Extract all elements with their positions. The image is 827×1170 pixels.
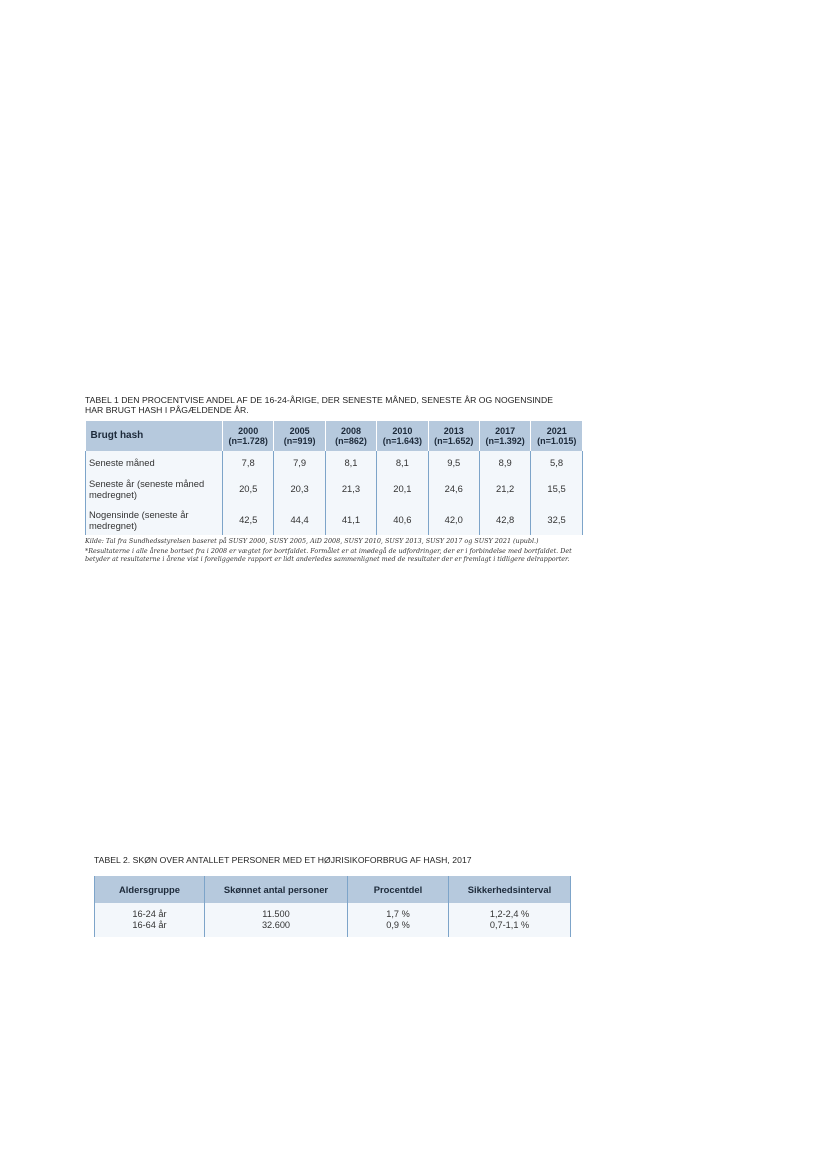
table-cell: 8,9 — [479, 451, 530, 473]
table-cell: 8,1 — [377, 451, 428, 473]
table-row — [86, 451, 583, 473]
table-1-caption: TABEL 1 DEN PROCENTVISE ANDEL AF DE 16-24-ÅRIGE, DER SENESTE MÅNED, SENESTE ÅR OG NOGENSINDE HAR BRUGT HASH I PÅGÆLDENDE ÅR. — [85, 395, 553, 415]
table-1 — [85, 421, 583, 535]
table-1-header-year — [325, 421, 376, 451]
table-cell: 7,8 — [223, 451, 274, 473]
table-row — [86, 504, 583, 535]
table-cell: 16-24 år — [132, 909, 167, 919]
n-label: (n=1.728) — [228, 436, 268, 446]
table-cell: 32.600 — [261, 920, 291, 930]
percentage-cell — [348, 903, 449, 937]
table-1-header-year — [377, 421, 428, 451]
table-cell: 42,0 — [428, 504, 479, 535]
header-confidence-interval: Sikkerhedsinterval — [449, 876, 571, 903]
table-cell: 1,7 % — [386, 909, 410, 919]
year-label: 2008 — [340, 426, 361, 436]
table-1-header-year — [479, 421, 530, 451]
header-estimated-persons: Skønnet antal personer — [205, 876, 348, 903]
table-cell: 41,1 — [325, 504, 376, 535]
estimated-persons-cell — [205, 903, 348, 937]
table-1-header-row — [86, 421, 583, 451]
n-label: (n=862) — [335, 436, 367, 446]
table-cell: 24,6 — [428, 473, 479, 504]
table-1-header-year — [274, 421, 325, 451]
table-cell: 32,5 — [531, 504, 582, 535]
n-label: (n=1.392) — [485, 436, 525, 446]
table-cell: 0,9 % — [386, 920, 410, 930]
age-group-cell — [95, 903, 205, 937]
year-label: 2000 — [238, 426, 259, 436]
row-label: Nogensinde (seneste år medregnet) — [86, 504, 223, 535]
table-row — [95, 903, 571, 937]
table-cell: 20,3 — [274, 473, 325, 504]
confidence-interval-cell — [449, 903, 571, 937]
table-cell: 40,6 — [377, 504, 428, 535]
table-cell: 42,8 — [479, 504, 530, 535]
table-cell: 5,8 — [531, 451, 582, 473]
table-cell: 20,1 — [377, 473, 428, 504]
table-cell: 20,5 — [223, 473, 274, 504]
table-cell: 11.500 — [262, 909, 290, 919]
row-label: Seneste måned — [86, 451, 223, 473]
table-cell: 21,2 — [479, 473, 530, 504]
year-label: 2010 — [392, 426, 413, 436]
table-row — [86, 473, 583, 504]
table-cell: 8,1 — [325, 451, 376, 473]
n-label: (n=1.015) — [537, 436, 577, 446]
table-2-block — [94, 855, 570, 937]
n-label: (n=1.643) — [382, 436, 422, 446]
table-1-header-year — [428, 421, 479, 451]
n-label: (n=919) — [283, 436, 316, 446]
table-cell: 42,5 — [223, 504, 274, 535]
table-2-header-row — [95, 876, 571, 903]
header-age-group: Aldersgruppe — [95, 876, 205, 903]
year-label: 2021 — [546, 426, 567, 436]
n-label: (n=1.652) — [434, 436, 474, 446]
header-percentage: Procentdel — [348, 876, 449, 903]
table-1-header-year — [223, 421, 274, 451]
table-cell: 1,2-2,4 % — [489, 909, 530, 919]
year-label: 2005 — [289, 426, 310, 436]
table-cell: 9,5 — [428, 451, 479, 473]
table-cell: 21,3 — [325, 473, 376, 504]
table-1-footnote: *Resultaterne i alle årene bortset fra i 2008 er vægtet for bortfaldet. Formålet er at imødegå de udfordringer, der er i forbindelse med bortfaldet. Det betyder at resultaterne i årene vist i foreliggende rapport er lidt anderledes sammenlignet med de resultater der er fremlagt i tidligere delrapporter. — [85, 547, 572, 563]
table-1-header-year — [531, 421, 582, 451]
table-2-caption: TABEL 2. SKØN OVER ANTALLET PERSONER MED ET HØJRISIKOFORBRUG AF HASH, 2017 — [94, 855, 472, 865]
year-label: 2013 — [443, 426, 464, 436]
table-cell: 44,4 — [274, 504, 325, 535]
table-1-header-label: Brugt hash — [86, 421, 223, 451]
table-1-block — [85, 395, 582, 563]
table-cell: 0,7-1,1 % — [489, 920, 530, 930]
table-cell: 15,5 — [531, 473, 582, 504]
row-label: Seneste år (seneste måned medregnet) — [86, 473, 223, 504]
table-cell: 7,9 — [274, 451, 325, 473]
table-cell: 16-64 år — [132, 920, 167, 930]
table-2 — [94, 876, 571, 937]
table-1-source: Kilde: Tal fra Sundhedsstyrelsen baseret på SUSY 2000, SUSY 2005, AiD 2008, SUSY 2010, SUSY 2013, SUSY 2017 og SUSY 2021 (upubl.) — [85, 537, 539, 545]
year-label: 2017 — [495, 426, 516, 436]
